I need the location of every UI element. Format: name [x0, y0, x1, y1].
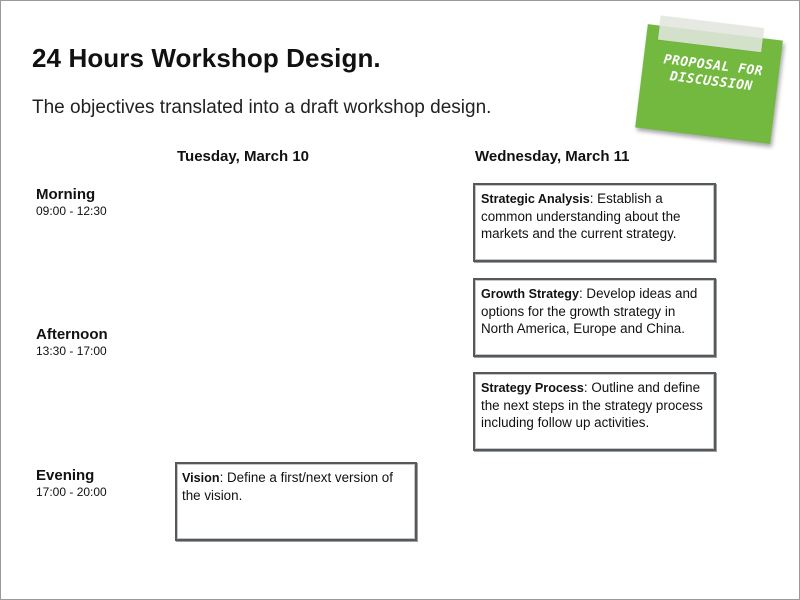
session-text: : Develop ideas and options for the growth strategy in North America, Europe and China. [481, 286, 698, 336]
session-text: : Establish a common understanding about the markets and the current strategy. [481, 191, 681, 241]
session-label: Strategy Process [481, 381, 584, 395]
session-growth-strategy [473, 278, 716, 357]
slot-time: 13:30 - 17:00 [36, 344, 107, 358]
day-header-wednesday: Wednesday, March 11 [475, 148, 630, 165]
day-header-tuesday: Tuesday, March 10 [177, 148, 309, 165]
slot-afternoon [36, 326, 108, 359]
slot-name: Afternoon [36, 326, 108, 343]
session-vision [175, 462, 417, 541]
session-label: Strategic Analysis [481, 192, 590, 206]
slot-morning [36, 186, 107, 219]
session-label: Vision [182, 471, 220, 485]
slot-time: 17:00 - 20:00 [36, 485, 107, 499]
page-subtitle: The objectives translated into a draft workshop design. [32, 97, 492, 118]
page-title: 24 Hours Workshop Design. [32, 43, 381, 73]
session-text: : Define a first/next version of the vision. [182, 470, 393, 503]
session-text: : Outline and define the next steps in the strategy process including follow up activities. [481, 380, 703, 430]
slot-name: Evening [36, 467, 95, 484]
session-strategic-analysis [473, 183, 716, 262]
session-label: Growth Strategy [481, 287, 579, 301]
slot-time: 09:00 - 12:30 [36, 204, 107, 218]
sticky-note [635, 18, 785, 143]
slot-evening [36, 467, 107, 500]
session-strategy-process [473, 372, 716, 451]
sticky-note-text: PROPOSAL FOR DISCUSSION [662, 52, 764, 95]
slot-name: Morning [36, 186, 96, 203]
